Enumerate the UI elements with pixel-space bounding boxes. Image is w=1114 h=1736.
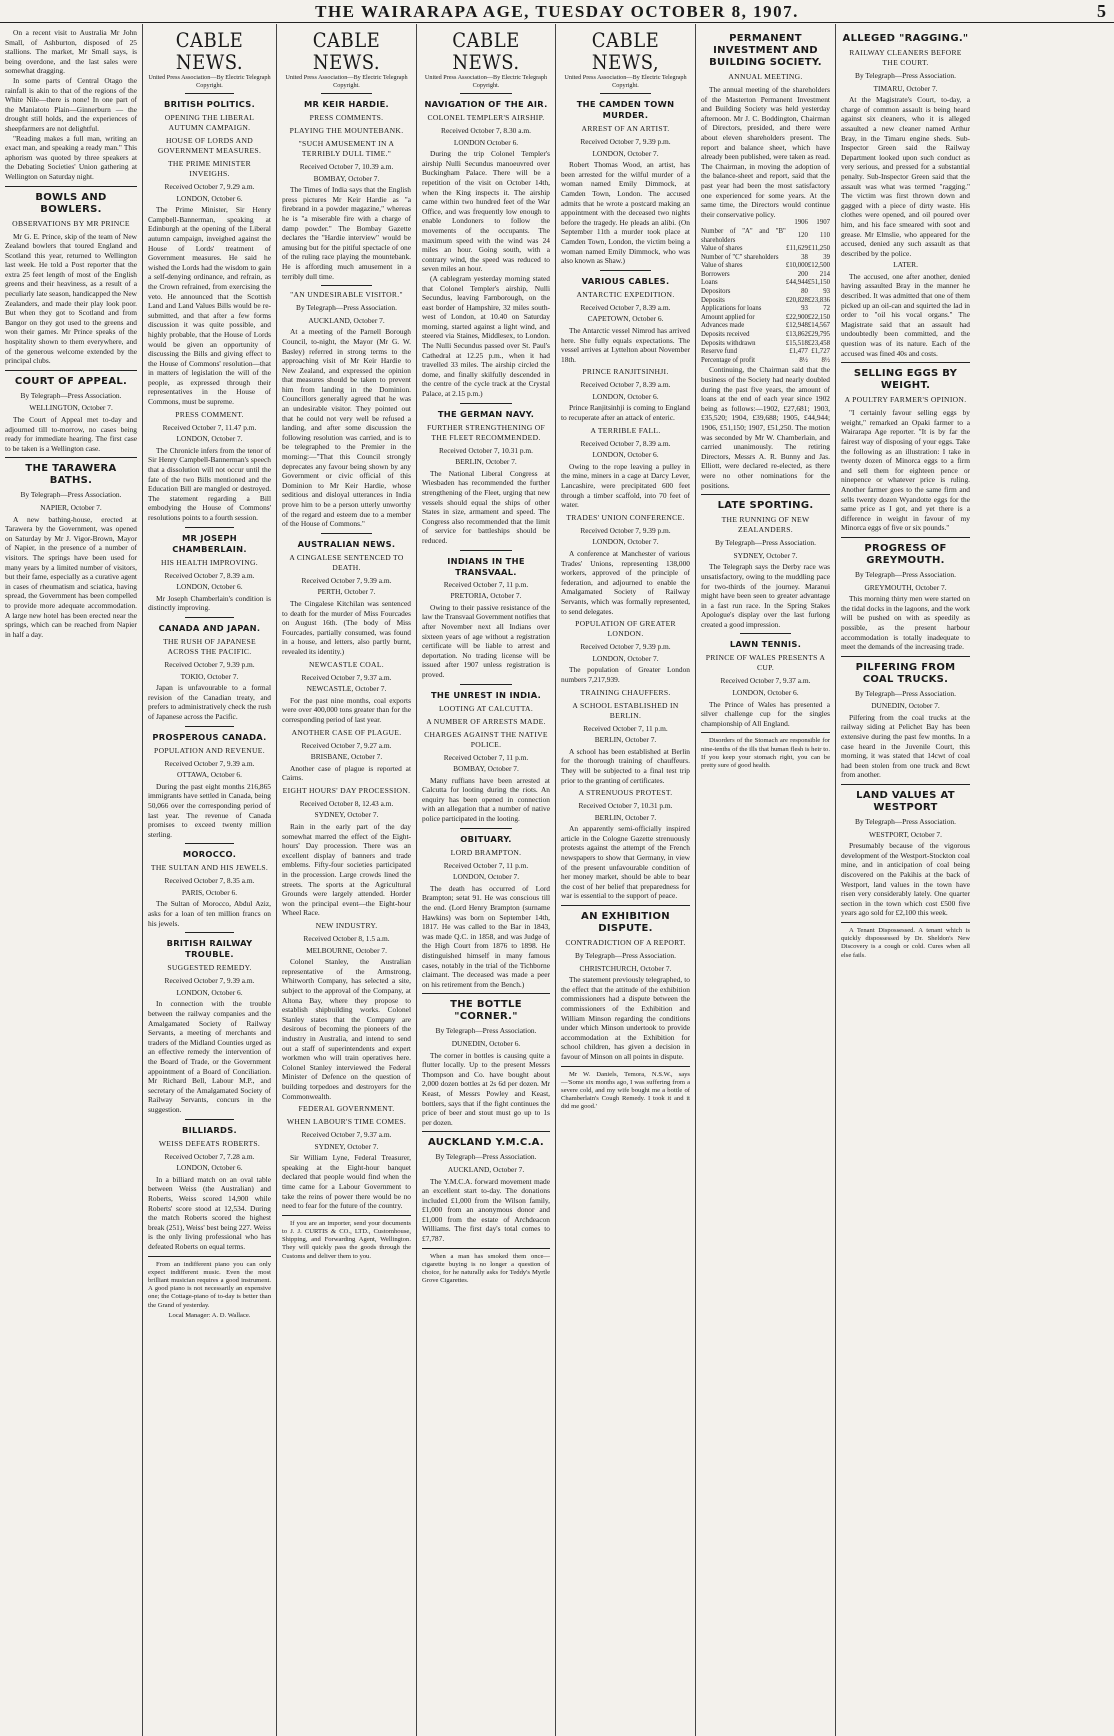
advertisement-text: A Tenant Dispossessed. A tenant which is quickly dispossessed by Dr. Sheldon's New Discovery is a cough or cold. Cures when all else fails. <box>841 926 970 959</box>
dateline: TOKIO, October 7. <box>180 671 239 681</box>
table-cell: Loans <box>701 279 718 287</box>
article-subheading: A TERRIBLE FALL. <box>590 425 661 435</box>
article-subheading: FURTHER STRENGTHENING OF THE FLEET RECOMMENDED. <box>426 422 546 442</box>
received-line: Received October 7, 9.39 p.m. <box>580 137 671 146</box>
article-subheading: POPULATION AND REVENUE. <box>154 745 265 755</box>
byline: By Telegraph—Press Association. <box>20 390 122 400</box>
column-3 <box>277 24 417 1736</box>
table-row <box>701 254 830 263</box>
paragraph: "I certainly favour selling eggs by weight," remarked an Opaki farmer to a Wairarapa Age reporter. "It is by far the fairest way of disposing of your eggs. Take the following as an illustration: I take in twenty dozen of Minorca eggs to a firm and sell them for eighteen pence or ninepence or whatever price is ruling. Another farmer goes to the same firm and sells twenty dozen Wyandotte eggs for the same price as I got, and yet there is a difference in weight in favour of my Minorca eggs of five or six pounds." <box>841 408 970 533</box>
dateline: LONDON, October 7. <box>592 148 659 158</box>
article-subheading: HOUSE OF LORDS AND GOVERNMENT MEASURES. <box>157 136 262 155</box>
paragraph: Presumably because of the vigorous development of the Westport-Stockton coal mine, and in anticipation of coal being discovered on the Pakihis at the back of Westport, land values in the town have risen very considerably lately. One quarter section in the town which cost £500 five years ago sold for £2,100 this week. <box>841 841 970 918</box>
table-cell: £11,629 <box>786 245 808 253</box>
cable-news-heading: CABLE NEWS. <box>452 28 520 74</box>
received-line: Received October 7, 9.27 a.m. <box>301 740 392 750</box>
article-subheading: NEWCASTLE COAL. <box>309 659 384 669</box>
table-cell: 93 <box>801 305 808 313</box>
table-cell: Reserve fund <box>701 348 738 356</box>
paragraph: The Antarctic vessel Nimrod has arrived here. She fully equals expectations. The vessel arrives at Lyttelton about November 18th. <box>561 325 690 364</box>
byline: By Telegraph—Press Association. <box>575 951 676 961</box>
byline: By Telegraph—Press Association. <box>435 1026 537 1036</box>
received-line: Received October 8, 1.5 a.m. <box>303 934 390 943</box>
paragraph: A school has been established at Berlin for the thorough training of chauffeurs. They will be subjected to a final test trip prior to the granting of certificates. <box>561 746 690 785</box>
table-cell: 8½ <box>799 356 808 364</box>
article-subheading: RAILWAY CLEANERS BEFORE THE COURT. <box>849 48 962 67</box>
paragraph: The death has occurred of Lord Brampton; setat 91. He was conscious till the end. (Lord Henry Brampton (surname Hawkins) was born on September 14th, 1817. He was called to the Bar in 1843, was made Q.C. in 1858, and was Judge of the High Court from 1876 to 1898. He distinguished himself in many famous cases, notably in the trial of the Tichborne claimant. The deceased was made a peer on his retirement from the Bench.) <box>422 883 550 989</box>
dateline: LONDON, October 6. <box>592 391 659 401</box>
article-subheading: POPULATION OF GREATER LONDON. <box>575 619 676 639</box>
table-cell: 39 <box>823 253 830 261</box>
dateline: DUNEDIN, October 6. <box>451 1038 521 1048</box>
received-line: Received October 7, 10.31 p.m. <box>439 445 533 455</box>
table-cell: 200 <box>797 270 808 278</box>
paragraph: Japan is unfavourable to a formal revision of the Canadian treaty, and prefers to administratively check the rush of Japanese across the Pacific. <box>148 683 271 721</box>
table-cell: £15,518 <box>785 339 808 347</box>
article-heading: AUSTRALIAN NEWS. <box>297 538 396 549</box>
article-subheading: PRINCE RANJITSINHJI. <box>582 367 669 377</box>
table-cell: £44,944 <box>785 279 808 287</box>
table-cell: Depositors <box>701 288 731 296</box>
dateline: OTTAWA, October 6. <box>177 770 242 780</box>
article-subheading: CHARGES AGAINST THE NATIVE POLICE. <box>424 729 548 749</box>
article-subheading: THE SULTAN AND HIS JEWELS. <box>150 863 269 873</box>
dateline: GREYMOUTH, October 7. <box>864 582 947 592</box>
received-line: Received October 7, 9.29 a.m. <box>164 182 255 191</box>
paragraph: "Reading makes a full man, writing an exact man, and speaking a ready man." This aphorism was quoted by three speakers at the Debating Societies' Union gathering at Wellington on Saturday night. <box>5 133 137 181</box>
society-figures-table <box>701 219 830 365</box>
article-heading: LATE SPORTING. <box>717 500 814 512</box>
column-1 <box>0 24 143 1736</box>
article-heading: THE CAMDEN TOWN MURDER. <box>576 99 675 120</box>
table-row <box>701 357 830 366</box>
dateline: TIMARU, October 7. <box>873 83 938 93</box>
table-cell: Deposits withdrawn <box>701 339 756 347</box>
table-row <box>701 305 830 314</box>
article-heading: PERMANENT INVESTMENT AND BUILDING SOCIETY. <box>709 33 822 68</box>
column-7 <box>836 24 975 1736</box>
paragraph: This morning thirty men were started on the tidal docks in the lagoons, and the work will be pushed on with as speedily as possible, as the present harbour accommodation is totally inadequate to meet the demands of the increasing trade. <box>841 594 970 652</box>
article-heading: COURT OF APPEAL. <box>14 375 128 387</box>
received-line: Received October 7, 11.47 p.m. <box>162 422 257 432</box>
table-cell: £20,828 <box>785 296 808 304</box>
table-row <box>701 340 830 349</box>
received-line: Received October 7, 9.37 a.m. <box>301 672 392 682</box>
dateline: CHRISTCHURCH, October 7. <box>579 963 672 973</box>
article-heading: SELLING EGGS BY WEIGHT. <box>853 368 958 392</box>
article-heading: MOROCCO. <box>182 849 237 860</box>
article-subheading: "SUCH AMUSEMENT IN A TERRIBLY DULL TIME." <box>298 139 395 158</box>
received-line: Received October 8, 12.43 a.m. <box>299 798 394 808</box>
article-subheading: WHEN LABOUR'S TIME COMES. <box>286 1117 407 1127</box>
table-header-cell: 1907 <box>816 219 830 227</box>
article-subheading: TRADES' UNION CONFERENCE. <box>566 512 685 522</box>
table-row <box>701 262 830 271</box>
paragraph: The population of Greater London numbers 7,217,939. <box>561 665 690 684</box>
paragraph: An apparently semi-officially inspired article in the Cologne Gazette strenuously protests against the attempt of the French newspapers to show that Germany, in view of the present unfavourable condition of her money market, should be able to bear the cost of her belief that preparedness for war is essential to the support of peace. <box>561 824 690 901</box>
received-line: Received October 7, 8.35 a.m. <box>164 876 255 886</box>
table-cell: Number of "C" shareholders <box>701 253 779 261</box>
table-cell: Number of "A" and "B" shareholders <box>701 227 786 244</box>
dateline: BERLIN, October 7. <box>594 735 657 745</box>
paragraph: The accused, one after another, denied having assaulted Bray in the manner he described. It was admitted that one of them picked up an oil-can and squirted the lad in order to "oil his vocal organs." The Magistrate said that an assault had undoubtedly been committed, and the question was of its nature. Each of the accused was fined 40s and costs. <box>841 271 970 358</box>
table-cell: Value of shares <box>701 245 743 253</box>
article-heading: PROSPEROUS CANADA. <box>152 731 267 742</box>
dateline: SYDNEY, October 7. <box>314 810 379 820</box>
dateline: PRETORIA, October 7. <box>450 591 522 601</box>
paragraph: The Telegraph says the Derby race was unsatisfactory, owing to the muddling pace for two-thirds of the journey. Maranui might have been seen to greater advantage in a fast run race. In the Spring Stakes Apologue's display over the last furlong created a good impression. <box>701 562 830 629</box>
article-heading: BOWLS AND BOWLERS. <box>35 191 107 215</box>
table-row <box>701 297 830 306</box>
article-subheading: A POULTRY FARMER'S OPINION. <box>844 395 967 405</box>
cable-news-heading: CABLE NEWS. <box>312 28 381 74</box>
paragraph: The Times of India says that the English press pictures Mr Keir Hardie as "a firebrand in a powder magazine," whereas he is "a miserable fire with a charge of damp powder." The Bombay Gazette declares the "Hardie interview" would be amusing but for the pitiful spectacle of one of the ruling race playing the mountebank. He is affording much amusement in a terribly dull time. <box>282 185 411 281</box>
dateline: AUCKLAND, October 7. <box>447 1164 525 1174</box>
byline: By Telegraph—Press Association. <box>296 303 397 313</box>
article-heading: CANADA AND JAPAN. <box>158 622 261 633</box>
dateline: LONDON, October 6. <box>176 987 243 997</box>
dateline: CAPETOWN, October 6. <box>587 314 664 324</box>
table-row <box>701 245 830 254</box>
received-line: Received October 7, 8.39 a.m. <box>580 438 671 448</box>
table-cell: Borrowers <box>701 270 730 278</box>
article-heading: MR KEIR HARDIE. <box>303 99 390 109</box>
advertisement-text: When a man has smoked them once—cigarette buying is no longer a question of choice, for he naturally asks for Teddy's Myrtle Grove Cigarettes. <box>422 1252 550 1285</box>
paragraph: Rain in the early part of the day somewhat marred the effect of the Eight-hours' Day procession. There was an excellent display of banners and trade emblems. Fifty-four societies participated in the procession. Large crowds lined the streets. The sports at the Agricultural Grounds were largely attended. Horder won the principal event—the Eight-hour Wheel Race. <box>282 822 411 918</box>
credit-line: United Press Association—By Electric Telegraph Copyright. <box>285 74 408 89</box>
paragraph: Another case of plague is reported at Cairns. <box>282 763 411 783</box>
article-subheading: PRINCE OF WALES PRESENTS A CUP. <box>705 653 826 673</box>
article-subheading: ANTARCTIC EXPEDITION. <box>576 289 675 299</box>
received-line: Received October 7, 10.39 a.m. <box>299 162 394 171</box>
article-subheading: ANOTHER CASE OF PLAGUE. <box>291 727 402 737</box>
article-subheading: A STRENUOUS PROTEST. <box>578 788 673 798</box>
dateline: BOMBAY, October 7. <box>453 764 519 774</box>
article-heading: THE TARAWERA BATHS. <box>25 463 117 487</box>
column-4 <box>417 24 556 1736</box>
dateline: LONDON, October 6. <box>176 1163 243 1173</box>
received-line: Received October 7, 11 p.m. <box>443 860 529 870</box>
dateline: LONDON, October 6. <box>176 582 243 592</box>
table-cell: Amount applied for <box>701 313 755 321</box>
article-subheading: FEDERAL GOVERNMENT. <box>298 1104 395 1114</box>
article-subheading: COLONEL TEMPLER'S AIRSHIP. <box>427 113 545 122</box>
paragraph: In a billiard match on an oval table between Weiss (the Australian) and Roberts, Weiss scored 14,900 while Roberts' score stood at 12,534. During the match Roberts scored the highest break (251), Weiss' best being 227. Weiss is the only living professional who has defeated Roberts on equal terms. <box>148 1174 271 1251</box>
masthead <box>0 0 1114 23</box>
dateline: WELLINGTON, October 7. <box>29 403 113 413</box>
paragraph: A conference at Manchester of various Trades' Unions, representing 138,000 workers, approved of the principle of federation, and adjourned to enable the Amalgamated Society of Railway Servants, which was formally represented, to send delegates. <box>561 549 690 616</box>
dateline: BERLIN, October 7. <box>455 457 517 467</box>
article-subheading: OBSERVATIONS BY MR PRINCE <box>12 218 130 228</box>
byline: By Telegraph—Press Association. <box>855 71 956 80</box>
article-heading: ALLEGED "RAGGING." <box>842 33 969 44</box>
article-subheading: LOOTING AT CALCUTTA. <box>438 703 534 713</box>
article-subheading: ARREST OF AN ARTIST. <box>581 124 670 133</box>
dateline: SYDNEY, October 7. <box>314 1141 379 1151</box>
dateline: PERTH, October 7. <box>317 587 376 597</box>
article-heading: INDIANS IN THE TRANSVAAL. <box>447 555 525 577</box>
table-cell: 93 <box>823 288 830 296</box>
table-row <box>701 314 830 323</box>
paragraph: Prince Ranjitsinhji is coming to England to recuperate after an attack of enteric. <box>561 403 690 423</box>
advertisement-text: Mr W. Daniels, Temora, N.S.W., says—'Some six months ago, I was suffering from a severe cold, and my wife bought me a bottle of Chamberlain's Cough Remedy. I took it and it did me good.' <box>561 1070 690 1111</box>
received-line: Received October 7, 11 p.m. <box>443 752 529 762</box>
article-heading: BRITISH POLITICS. <box>163 99 256 109</box>
paragraph: In connection with the trouble between the railway companies and the Amalgamated Society of Railway Servants, a meeting of merchants and traders of the Midland Counties urged as an effective remedy the intervention of the Board of Trade, or the Government appointment of a Board of Conciliation. Mr Richard Bell, Labour M.P., and secretary of the Amalgamated Society of Railway Servants, concurs in the suggestion. <box>148 999 271 1114</box>
article-subheading: A CINGALESE SENTENCED TO DEATH. <box>289 552 404 572</box>
dateline: LONDON, October 7. <box>452 872 520 882</box>
paragraph: Continuing, the Chairman said that the business of the Society had nearly doubled during the past five years, the amount of loans at the end of each year since 1902 being as follows:—1902, £27,681; 1903, £35,520; 1904, £39,688; 1905, £44,944; 1906, £51,150; 1907, £51,250. The motion was seconded by Mr W. Chamberlain, and carried unanimously. The retiring Directors, Messrs A. R. Bunny and Jas. Elliott, were declared re-elected, as there were no other nominations for the positions. <box>701 365 830 490</box>
received-line: Received October 7, 7.28 a.m. <box>164 1151 255 1161</box>
column-5 <box>556 24 696 1736</box>
article-subheading: PLAYING THE MOUNTEBANK. <box>289 126 404 135</box>
article-heading: BRITISH RAILWAY TROUBLE. <box>166 938 253 960</box>
paragraph: The corner in bottles is causing quite a flutter locally. Up to the present Messrs Thompson and Co. have bought about 2,000 dozen bottles at 2s 6d per dozen. Mr Keast, of Messrs Powley and Keast, bottlers, says that if the fight continues the price of beer and stout must go up to 1s per dozen. <box>422 1050 550 1127</box>
table-cell: 80 <box>801 288 808 296</box>
article-heading: THE UNREST IN INDIA. <box>430 689 542 700</box>
dateline: BOMBAY, October 7. <box>313 173 380 183</box>
cable-news-heading: CABLE NEWS, <box>591 28 660 74</box>
paragraph: During the past eight months 216,865 immigrants have settled in Canada, being 50,066 over the corresponding period of last year. The revenue of Canada promises to exceed twenty million sterling. <box>148 781 271 839</box>
article-subheading: A SCHOOL ESTABLISHED IN BERLIN. <box>572 700 679 720</box>
paragraph: During the trip Colonel Templer's airship Nulli Secundus manoeuvred over Buckingham Palace. There will be a repetition of the visit on October 14th, when the King inspects it. The airship came within two hundred feet of the War Office, and was frequently low enough to enable Londoners to follow the movements of the occupants. The maximum speed with the wind was 24 miles an hour. Going south, with a contrary wind, the speed was reduced to seven miles an hour. <box>422 149 550 274</box>
credit-line: United Press Association—By Electric Telegraph Copyright. <box>148 74 271 89</box>
paragraph: The Prince of Wales has presented a silver challenge cup for the singles championship of All England. <box>701 699 830 728</box>
table-row <box>701 331 830 340</box>
dateline: AUCKLAND, October 7. <box>308 315 385 325</box>
received-line: Received October 7, 9.39 a.m. <box>301 575 392 585</box>
article-subheading: CONTRADICTION OF A REPORT. <box>565 938 686 948</box>
table-cell: 110 <box>820 232 830 240</box>
article-heading: AUCKLAND Y.M.C.A. <box>428 1137 544 1149</box>
table-cell: £1,727 <box>811 348 830 356</box>
dateline: NEWCASTLE, October 7. <box>306 684 387 694</box>
received-line: Received October 7, 9.37 a.m. <box>301 1130 392 1140</box>
article-heading: THE GERMAN NAVY. <box>437 408 535 419</box>
table-cell: Advances made <box>701 322 745 330</box>
table-row <box>701 348 830 357</box>
article-subheading: PRESS COMMENT. <box>175 409 244 419</box>
table-cell: £1,477 <box>789 348 808 356</box>
article-subheading: THE RUNNING OF NEW ZEALANDERS. <box>721 515 810 535</box>
paragraph: On a recent visit to Australia Mr John Small, of Ashburton, disposed of 25 stallions. The market, Mr Small says, is being overdone, and the last sales were somewhat dragging. <box>5 28 137 76</box>
article-heading: LAWN TENNIS. <box>729 639 802 650</box>
dateline: WESTPORT, October 7. <box>869 829 942 839</box>
byline: By Telegraph—Press Association. <box>715 538 816 548</box>
table-cell: £22,150 <box>807 313 830 321</box>
dateline: LONDON October 6. <box>453 137 519 147</box>
table-cell: £14,567 <box>807 322 830 330</box>
dateline: LONDON, October 7. <box>592 653 659 663</box>
table-row <box>701 228 830 245</box>
table-row <box>701 288 830 297</box>
paragraph: The statement previously telegraphed, to the effect that the attitude of the exhibition commissioners had a dispute between the commissioners of the Exhibition and William Minson regarding the conditions under which Minson undertook to provide accommodation at the Exhibition for school children, has given a decision in favour of Minson on all points in dispute. <box>561 975 690 1061</box>
dateline: LONDON, October 7. <box>592 537 659 547</box>
dateline: BRISBANE, October 7. <box>310 752 383 762</box>
table-cell: £22,900 <box>785 313 808 321</box>
dateline: LATER. <box>893 260 918 270</box>
table-cell: £23,458 <box>807 339 830 347</box>
table-cell: £11,250 <box>808 245 830 253</box>
table-cell: £12,500 <box>807 262 830 270</box>
table-cell: £23,836 <box>807 296 830 304</box>
paragraph: In some parts of Central Otago the rainfall is akin to that of the regions of the White Nile—there is none! In one part of the Maniatoto Plain—Ginnerburn — the drought still holds, and the experiences of sheepfarmers are not delightful. <box>5 75 137 133</box>
paragraph: For the past nine months, coal exports were over 400,000 tons greater than for the corresponding period of last year. <box>282 695 411 724</box>
received-line: Received October 7, 11 p.m. <box>443 579 529 589</box>
byline: By Telegraph—Press Association. <box>20 490 122 500</box>
newspaper-title: THE WAIRARAPA AGE, TUESDAY OCTOBER 8, 1907. <box>315 2 799 21</box>
table-cell: £51,150 <box>807 279 830 287</box>
article-subheading: A NUMBER OF ARRESTS MADE. <box>426 716 546 726</box>
column-6 <box>696 24 836 1736</box>
article-heading: PILFERING FROM COAL TRUCKS. <box>855 661 956 685</box>
table-cell: £29,795 <box>807 331 830 339</box>
table-cell: £13,862 <box>785 331 808 339</box>
byline: By Telegraph—Press Association. <box>855 817 956 827</box>
dateline: LONDON, October 6. <box>592 450 659 460</box>
table-row <box>701 322 830 331</box>
table-header-cell <box>701 219 786 228</box>
article-heading: MR JOSEPH CHAMBERLAIN. <box>172 532 247 554</box>
table-cell: Deposits <box>701 296 725 304</box>
dateline: MELBOURNE, October 7. <box>306 945 387 955</box>
table-cell: £12,948 <box>785 322 808 330</box>
table-row <box>701 271 830 280</box>
paragraph: At the Magistrate's Court, to-day, a charge of common assault is being heard against six cleaners, who it is alleged assaulted a new cleaner named Arthur Bray, in the Timaru engine sheds. Sub-Inspector Green said the Railway Department looked upon such conduct as very serious, and pressed for a substantial penalty. Sub-Inspector Green said that the assault was what was termed "ragging." The victim was first thrown down and gagged with a piece of dirty waste. His clothes were opened, and oil poured over him, and his face smeared with soot and grease. Mr Elmslie, who appeared for the accused, denied any such assault as that described by the police. <box>841 95 970 258</box>
table-cell: Value of shares <box>701 262 743 270</box>
dateline: BERLIN, October 7. <box>594 812 657 822</box>
credit-line: United Press Association—By Electric Telegraph Copyright. <box>424 74 548 89</box>
column-2 <box>143 24 277 1736</box>
dateline: SYDNEY, October 7. <box>733 550 798 560</box>
paragraph: Sir William Lyne, Federal Treasurer, speaking at the Eight-hour banquet declared that people would find when the time came for a Labour Government to take the reins of power there would be no need to fear for the future of the country. <box>282 1153 411 1211</box>
article-subheading: LORD BRAMPTON. <box>450 847 522 857</box>
table-cell: 120 <box>797 232 808 240</box>
paragraph: At a meeting of the Parnell Borough Council, to-night, the Mayor (Mr G. W. Basley) referred in strong terms to the approaching visit of Mr Keir Hardie to New Zealand, and expressed the opinion that measures should be taken to prevent him from landing in the Dominion. Councillors generally agreed that he was an undesirable visitor. They pointed out that he could not very well be refused a landing, and after some discussion the following resolution was carried, and is to be telegraphed to the Premier in the morning:—"That this Council strongly deprecates any favour being shown by any Government or civic official of this Dominion to Mr Keir Hardie, whose seditious and disloyal utterances in India prove him to be a person utterly unworthy of the regard and esteem due to a member of the House of Commons." <box>282 327 411 529</box>
article-subheading: ANNUAL MEETING. <box>728 72 803 81</box>
received-line: Received October 7, 11 p.m. <box>583 723 668 733</box>
article-heading: BILLIARDS. <box>182 1124 237 1135</box>
advertisement-text: Disorders of the Stomach are responsible for nine-tenths of the ills that human flesh is heir to. If you keep your stomach right, you can be pretty sure of good health. <box>701 737 830 770</box>
paragraph: Mr G. E. Prince, skip of the team of New Zealand bowlers that toured England and Scotland this year, returned to Wellington last week. He told a Post reporter that the extra 25 feet length of most of the English greens and their heaviness, as a result of a peculiarly late season, handicapped the New Zealanders, and made their play look poor. But when they got to Scotland and from Bangor on they got used to the greens and won their games. Mr Prince speaks of the hospitality shown to them everywhere, and of the generous welcome extended by the principal clubs. <box>5 231 137 366</box>
article-heading: LAND VALUES AT WESTPORT <box>856 790 955 814</box>
article-heading: VARIOUS CABLES. <box>581 275 670 286</box>
received-line: Received October 7, 9.37 a.m. <box>720 676 811 686</box>
table-cell: £10,000 <box>785 262 808 270</box>
advertisement-text: If you are an importer, send your documents to J. J. CURTIS & CO., LTD., Customhouse, Shipping, and Forwarding Agent, Wellington. They will quickly pass the goods through the Customs and deliver them to you. <box>282 1219 411 1260</box>
dateline: LONDON, October 6. <box>732 688 799 698</box>
article-subheading: THE RUSH OF JAPANESE ACROSS THE PACIFIC. <box>163 636 256 656</box>
paragraph: The Sultan of Morocco, Abdul Aziz, asks for a loan of ten million francs on his jewels. <box>148 899 271 928</box>
table-cell: 38 <box>801 253 808 261</box>
paragraph: The Prime Minister, Sir Henry Campbell-Bannerman, speaking at Edinburgh at the opening of the Liberal autumn campaign, inveighed against the House of Lords' treatment of Government measures. He said he wished the Lords had the wisdom to gain a self-denying ordinance, and refrain, as the Crown refrained, from exercising the veto. He announced that the Scottish Land and Land Values Bills would be re-submitted, and that after a few forms discussion it was quite possible, and highly probable, that the House of Lords would be given an opportunity of discussing the Bills and giving effect to the House of Commons' resolution—that in matters of legislation the will of the people, as expressed through their representatives in the House of Commons, must be supreme. <box>148 205 271 407</box>
received-line: Received October 7, 10.31 p.m. <box>578 801 673 811</box>
table-row <box>701 279 830 288</box>
dateline: NAPIER, October 7. <box>40 502 102 512</box>
byline: By Telegraph—Press Association. <box>855 569 956 579</box>
received-line: Received October 7, 9.39 a.m. <box>164 976 255 986</box>
advertisement-text: From an indifferent piano you can only expect indifferent music. Even the most brilliant musician requires a good instrument. A good piano is not necessarily an expensive one; the Cottage-piano of to-day is better than the Grand of yesterday. <box>148 1260 271 1309</box>
received-line: Received October 7, 8.39 a.m. <box>580 380 671 390</box>
paragraph: The Cingalese Kitchilan was sentenced to death for the murder of Miss Fourcades on August 16th. (The body of Miss Fourcades, partially consumed, was found in a house, and letters, also partly burnt, revealed its identity.) <box>282 598 411 656</box>
received-line: Received October 7, 8.39 a.m. <box>580 302 671 312</box>
paragraph: Colonel Stanley, the Australian representative of the Armstrong, Whitworth Company, has selected a site, subject to the approval of the Company, at Altona Bay, where they propose to establish shipbuilding works. Colonel Stanley states that the Company are desirous of becoming the pioneers of the industry in Australia, and intend to send out a staff of superintendents and expert workmen who will train operatives here. Colonel Stanley interviewed the Federal Minister of Defence on the question of building torpedoes and destroyers for the Commonwealth. <box>282 957 411 1101</box>
table-header-cell: 1906 <box>794 219 808 227</box>
paragraph: The Court of Appeal met to-day and adjourned till to-morrow, no cases being ready for immediate hearing. The first case to be taken is a Wellington case. <box>5 415 137 453</box>
received-line: Received October 7, 9.39 p.m. <box>580 525 671 535</box>
paragraph: Owing to the rope leaving a pulley in the mine, miners in a cage at Darcy Lever, Lancashire, were precipitated 600 feet through a timber scaffold, into 70 feet of water. <box>561 461 690 510</box>
table-cell: Deposits received <box>701 331 750 339</box>
paragraph: The Y.M.C.A. forward movement made an excellent start to-day. The donations included £1,000 from the Wilson family, £1,000 from an anonymous donor and £1,000 from the estate of Archdeacon Williams. The first day's total comes to £7,787. <box>422 1176 550 1244</box>
article-heading: PROGRESS OF GREYMOUTH. <box>864 542 947 566</box>
byline: By Telegraph—Press Association. <box>855 688 956 698</box>
dateline: LONDON, October 7. <box>176 434 243 444</box>
article-subheading: TRAINING CHAUFFERS. <box>580 687 671 697</box>
cable-news-heading: CABLE NEWS. <box>175 28 244 74</box>
article-subheading: OPENING THE LIBERAL AUTUMN CAMPAIGN. <box>164 113 255 132</box>
table-cell: 72 <box>823 305 830 313</box>
paragraph: Robert Thomas Wood, an artist, has been arrested for the wilful murder of a woman named Emily Dimmock, at Camden Town, London. The accused admits that he wrote a postcard making an appointment with the deceased two nights before the tragedy. He pleads an alibi. (On September 11th a murder took place at Camden Town, London, the victim being a woman named Emily Dimmock, who was also known as Shaw.) <box>561 160 690 266</box>
paragraph: The Chronicle infers from the tenor of Sir Henry Campbell-Bannerman's speech that a dissolution will not occur until the fate of the two Bills mentioned and the Education Bill are mangled or destroyed. The statement regarding a Bill embodying the House of Commons' resolutions points to a fourth session. <box>148 445 271 522</box>
received-line: Received October 7, 9.39 p.m. <box>580 642 671 652</box>
article-subheading: NEW INDUSTRY. <box>315 921 378 930</box>
dateline: LONDON, October 6. <box>176 193 243 203</box>
paragraph: Pilfering from the coal trucks at the railway siding at Pelichet Bay has been extensive during the past few months. In a case heard in the Juvenile Court, this morning, it was stated that 14cwt of coal had been stolen from one truck and 8cwt from another. <box>841 712 970 780</box>
paragraph: A new bathing-house, erected at Tarawera by the Government, was opened on Saturday by Mr J. Vigor-Brown, Mayor of Napier, in the presence of a number of visitors. The springs have been used for many years by a limited number of visitors, but their fame, especially as a curative agent in cases of rheumatism and sciatica, having spread, the Government has been compelled to provide more adequate accommodation. A large new hotel has been erected near the springs, which can be reached from Napier in half a day. <box>5 514 137 639</box>
dateline: DUNEDIN, October 7. <box>871 701 940 711</box>
article-subheading: "AN UNDESIRABLE VISITOR." <box>290 290 403 300</box>
dateline: PARIS, October 6. <box>181 887 238 897</box>
advertisement-signature: Local Manager: A. D. Wallace. <box>168 1311 251 1319</box>
article-subheading: WEISS DEFEATS ROBERTS. <box>158 1138 261 1148</box>
table-cell: 214 <box>819 270 830 278</box>
credit-line: United Press Association—By Electric Telegraph Copyright. <box>564 74 687 89</box>
received-line: Received October 7, 9.39 p.m. <box>164 659 255 669</box>
page-number: 5 <box>1097 1 1106 21</box>
article-subheading: HIS HEALTH IMPROVING. <box>161 557 258 567</box>
paragraph: Mr Joseph Chamberlain's condition is distinctly improving. <box>148 593 271 613</box>
paragraph: Owing to their passive resistance of the law the Transvaal Government notifies that after November next all Indians over sixteen years of age without a registration certificate will be liable to arrest and deportation. No trading license will be issued after 1907 unless registration is proved. <box>422 602 550 679</box>
paragraph: Many ruffians have been arrested at Calcutta for looting during the riots. An enquiry has been opened in connection with an allegation that a number of native police participated in the looting. <box>422 775 550 824</box>
page-columns <box>0 24 1114 1736</box>
article-subheading: SUGGESTED REMEDY. <box>167 963 252 973</box>
table-header-row <box>701 219 830 228</box>
article-heading: AN EXHIBITION DISPUTE. <box>581 911 670 935</box>
article-subheading: THE PRIME MINISTER INVEIGHS. <box>167 159 252 178</box>
paragraph: (A cablegram yesterday morning stated that Colonel Templer's airship, Nulli Secundus, leaving Farnborough, on the east border of Hampshire, 32 miles south-west of London, at 10.40 on Saturday morning, started against a light wind, and steered via Staines, Middlesex, to London. The Nulli Secundus passed over St. Paul's Cathedral at 12.25 p.m., when it had travelled 33 miles. The airship circled the dome, and finally skilfully descended in the centre of the cycle track at the Crystal Palace, at 2.15 p.m.) <box>422 273 550 399</box>
paragraph: The annual meeting of the shareholders of the Masterton Permanent Investment and Building Society was held yesterday afternoon. Mr J. C. Boddington, Chairman of Directors, presided, and there were about eleven shareholders present. The report and balance sheet, which have already been published, were taken as read. The Chairman, in moving the adoption of the balance-sheet and report, said that the past year had been the most satisfactory one experienced for some years. At the same time, the Directors would continue their conservative policy. <box>701 85 830 219</box>
article-heading: NAVIGATION OF THE AIR. <box>424 99 548 109</box>
received-line: Received October 7, 8.39 a.m. <box>164 570 255 580</box>
article-heading: OBITUARY. <box>460 833 512 844</box>
table-cell: 8½ <box>821 356 830 364</box>
article-heading: THE BOTTLE "CORNER." <box>450 999 522 1023</box>
article-subheading: EIGHT HOURS' DAY PROCESSION. <box>282 785 411 795</box>
article-subheading: PRESS COMMENTS. <box>309 113 384 122</box>
byline: By Telegraph—Press Association. <box>435 1152 537 1162</box>
table-cell: Applications for loans <box>701 305 762 313</box>
paragraph: The National Liberal Congress at Wiesbaden has recommended the further strengthening of the Fleet, urging that new vessels should equal the ships of other States in size, armament and speed. The Congress also recommended that the limit of service for battleships should be reduced. <box>422 468 550 545</box>
received-line: Received October 7, 8.30 a.m. <box>441 126 531 135</box>
received-line: Received October 7, 9.39 a.m. <box>164 758 255 768</box>
table-cell: Percentage of profit <box>701 356 755 364</box>
